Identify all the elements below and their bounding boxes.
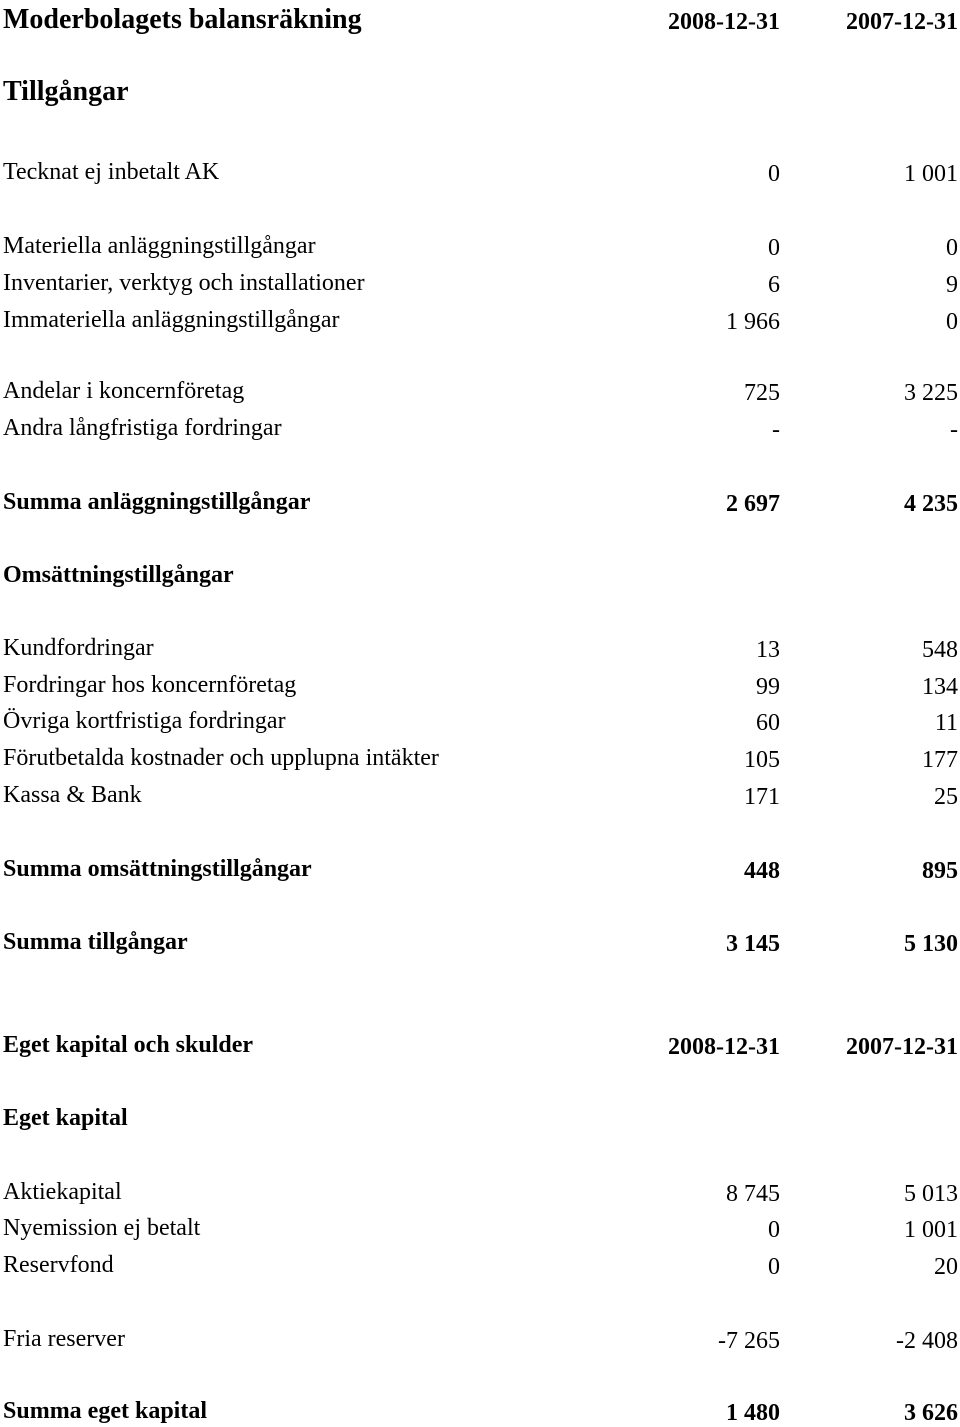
equity-liabilities-heading: Eget kapital och skulder <box>3 1032 254 1058</box>
row-label: Tecknat ej inbetalt AK <box>3 159 220 185</box>
row-label: Materiella anläggningstillgångar <box>3 233 316 259</box>
value-2007: 1 001 <box>904 1217 958 1243</box>
value-2008: 0 <box>768 235 780 261</box>
equity-liabilities-header-row <box>0 1025 960 1061</box>
value-2007: 11 <box>934 710 958 736</box>
value-2007: 134 <box>922 674 958 700</box>
table-row <box>0 628 960 664</box>
current-assets-heading: Omsättningstillgångar <box>3 562 234 588</box>
value-2007: 3 225 <box>904 380 958 406</box>
value-2008: -7 265 <box>718 1328 780 1354</box>
sum-row <box>0 482 960 518</box>
value-2008: 105 <box>744 747 780 773</box>
value-2008: 725 <box>744 380 780 406</box>
value-2007: -2 408 <box>896 1328 958 1354</box>
total-label: Summa tillgångar <box>3 929 188 955</box>
sum-row <box>0 1391 960 1427</box>
row-label: Inventarier, verktyg och installationer <box>3 270 365 296</box>
table-row <box>0 1245 960 1281</box>
value-2007: 20 <box>934 1254 958 1280</box>
total-row <box>0 922 960 958</box>
row-label: Aktiekapital <box>3 1179 122 1205</box>
table-row <box>0 1172 960 1208</box>
value-2008: 6 <box>768 272 780 298</box>
sum-row <box>0 849 960 885</box>
table-row <box>0 152 960 188</box>
sum-label: Summa eget kapital <box>3 1398 207 1424</box>
row-label: Fordringar hos koncernföretag <box>3 672 297 698</box>
row-label: Reservfond <box>3 1252 114 1278</box>
value-2008: 1 966 <box>726 309 780 335</box>
table-row <box>0 300 960 336</box>
value-2007: 177 <box>922 747 958 773</box>
value-2007: 1 001 <box>904 161 958 187</box>
equity-heading: Eget kapital <box>3 1105 128 1131</box>
table-row <box>0 775 960 811</box>
value-2007: 0 <box>946 309 958 335</box>
value-2008: 0 <box>768 161 780 187</box>
assets-heading-row <box>0 72 960 108</box>
table-row <box>0 408 960 444</box>
sum-label: Summa anläggningstillgångar <box>3 489 311 515</box>
value-2007: 5 013 <box>904 1181 958 1207</box>
row-label: Övriga kortfristiga fordringar <box>3 708 286 734</box>
header-date-2007: 2007-12-31 <box>846 1034 958 1060</box>
total-value-2007: 5 130 <box>904 931 958 957</box>
table-row <box>0 371 960 407</box>
sum-label: Summa omsättningstillgångar <box>3 856 312 882</box>
sum-value-2007: 895 <box>922 858 958 884</box>
row-label: Andra långfristiga fordringar <box>3 415 282 441</box>
section-heading-row <box>0 1098 960 1134</box>
table-row <box>0 701 960 737</box>
value-2008: 13 <box>756 637 780 663</box>
table-row <box>0 263 960 299</box>
sum-value-2007: 3 626 <box>904 1400 958 1426</box>
total-value-2008: 3 145 <box>726 931 780 957</box>
header-date-2008: 2008-12-31 <box>668 1034 780 1060</box>
row-label: Förutbetalda kostnader och upplupna intäkter <box>3 745 439 771</box>
page-title-row <box>0 0 960 36</box>
page-title: Moderbolagets balansräkning <box>3 4 362 35</box>
value-2008: 0 <box>768 1217 780 1243</box>
sum-value-2007: 4 235 <box>904 491 958 517</box>
value-2008: 99 <box>756 674 780 700</box>
row-label: Nyemission ej betalt <box>3 1215 201 1241</box>
value-2007: 9 <box>946 272 958 298</box>
row-label: Immateriella anläggningstillgångar <box>3 307 340 333</box>
header-date-2008: 2008-12-31 <box>668 9 780 35</box>
row-label: Fria reserver <box>3 1326 125 1352</box>
row-label: Kundfordringar <box>3 635 154 661</box>
value-2007: 0 <box>946 235 958 261</box>
table-row <box>0 738 960 774</box>
value-2008: 60 <box>756 710 780 736</box>
table-row <box>0 226 960 262</box>
section-heading-row <box>0 555 960 591</box>
table-row <box>0 1319 960 1355</box>
sum-value-2008: 1 480 <box>726 1400 780 1426</box>
row-label: Andelar i koncernföretag <box>3 378 245 404</box>
table-row <box>0 1208 960 1244</box>
value-2008: 8 745 <box>726 1181 780 1207</box>
value-2008: 0 <box>768 1254 780 1280</box>
value-2007: 548 <box>922 637 958 663</box>
value-2007: 25 <box>934 784 958 810</box>
sum-value-2008: 448 <box>744 858 780 884</box>
value-2008: - <box>772 417 780 443</box>
row-label: Kassa & Bank <box>3 782 142 808</box>
header-date-2007: 2007-12-31 <box>846 9 958 35</box>
table-row <box>0 665 960 701</box>
value-2007: - <box>950 417 958 443</box>
sum-value-2008: 2 697 <box>726 491 780 517</box>
assets-heading: Tillgångar <box>3 76 129 107</box>
value-2008: 171 <box>744 784 780 810</box>
